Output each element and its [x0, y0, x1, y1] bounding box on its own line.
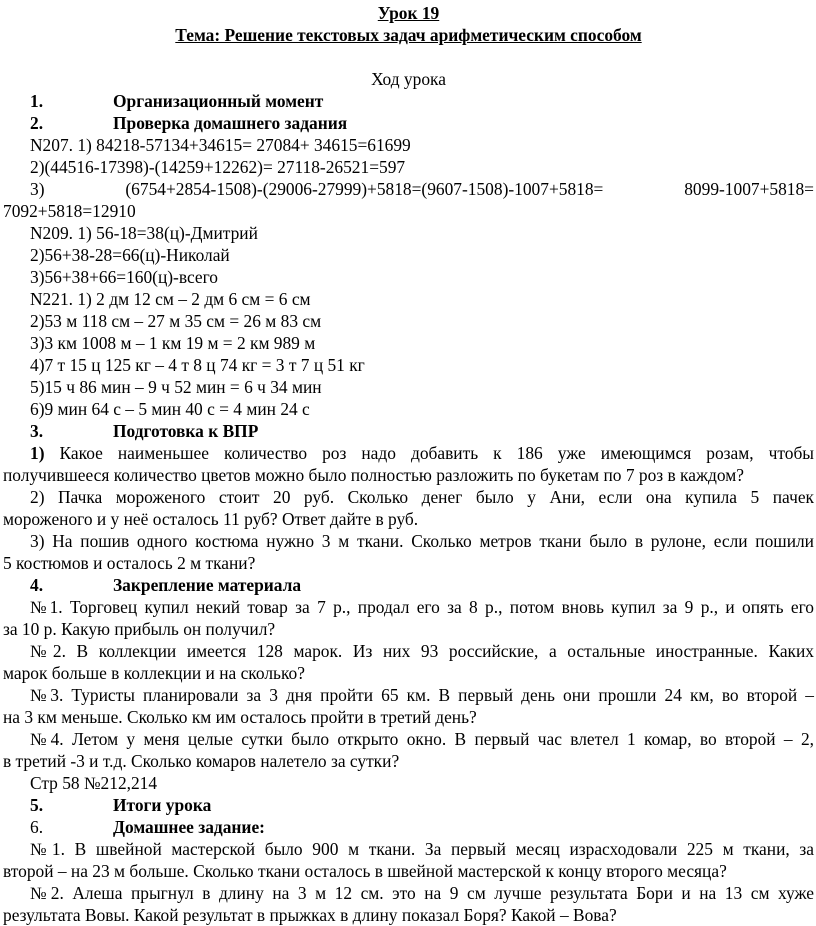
- section-heading-1: [3, 90, 814, 112]
- homework-task-2: №2. Алеша прыгнул в длину на 3 м 12 см. это на 9 см лучше результата Бори и на 13 см хуже: [30, 883, 814, 903]
- section-heading-3: [3, 420, 814, 442]
- vpr-question-1: [3, 442, 814, 464]
- homework-task-1: №1. В швейной мастерской было 900 м ткани. За первый месяц израсходовали 225 м ткани, за: [30, 839, 814, 859]
- homework-check-line: 6)9 мин 64 с – 5 мин 40 с = 4 мин 24 с: [30, 399, 310, 419]
- item-number: 3): [30, 179, 45, 199]
- problem-4-cont: в третий -3 и т.д. Сколько комаров налетело за сутки?: [3, 751, 400, 771]
- homework-check-line: N209. 1) 56-18=38(ц)-Дмитрий: [30, 223, 258, 243]
- section-heading-4: [3, 574, 814, 596]
- section-number: 4.: [30, 575, 44, 595]
- section-number: 1.: [30, 91, 44, 111]
- question-number: 1): [30, 443, 45, 463]
- homework-check-line: 5)15 ч 86 мин – 9 ч 52 мин = 6 ч 34 мин: [30, 377, 322, 397]
- section-title: Закрепление материала: [113, 575, 302, 595]
- homework-check-line: 3)56+38+66=160(ц)-всего: [30, 267, 219, 287]
- vpr-question-1-cont: получившееся количество цветов можно было полностью разложить по букетам по 7 роз в каждом?: [3, 465, 744, 485]
- section-number: 6.: [30, 817, 44, 837]
- expression-part: 8099-1007+5818=: [684, 179, 814, 199]
- vpr-question-3-cont: 5 костюмов и осталось 2 м ткани?: [3, 553, 256, 573]
- section-title: Домашнее задание:: [113, 817, 265, 837]
- problem-1: №1. Торговец купил некий товар за 7 р., продал его за 8 р., потом вновь купил за 9 р., и опять его: [30, 597, 814, 617]
- section-number: 5.: [30, 795, 44, 815]
- section-heading-2: [3, 112, 814, 134]
- homework-check-line: 4)7 т 15 ц 125 кг – 4 т 8 ц 74 кг = 3 т 7 ц 51 кг: [30, 355, 365, 375]
- homework-check-line: 7092+5818=12910: [3, 201, 136, 221]
- section-title: Подготовка к ВПР: [113, 421, 259, 441]
- lesson-title: Урок 19: [377, 3, 440, 23]
- problem-1-cont: за 10 р. Какую прибыль он получил?: [3, 619, 276, 639]
- homework-check-line: 2)(44516-17398)-(14259+12262)= 27118-26521=597: [30, 157, 406, 177]
- homework-task-2-cont: результата Вовы. Какой результат в прыжках в длину показал Боря? Какой – Вова?: [3, 905, 617, 925]
- page-reference: Стр 58 №212,214: [30, 773, 158, 793]
- lesson-topic: Тема: Решение текстовых задач арифметическим способом: [175, 25, 642, 45]
- expression-part: (6754+2854-1508)-(29006-27999)+5818=(9607-1508)-1007+5818=: [125, 179, 604, 199]
- homework-check-line: [3, 178, 814, 200]
- homework-check-line: 2)53 м 118 см – 27 м 35 см = 26 м 83 см: [30, 311, 322, 331]
- section-heading-6: [3, 816, 814, 838]
- vpr-question-2-cont: мороженого и у неё осталось 11 руб? Ответ дайте в руб.: [3, 509, 419, 529]
- course-heading: Ход урока: [371, 69, 446, 89]
- problem-3-cont: на 3 км меньше. Сколько км им осталось пройти в третий день?: [3, 707, 477, 727]
- section-title: Итоги урока: [113, 795, 212, 815]
- homework-check-line: 2)56+38-28=66(ц)-Николай: [30, 245, 230, 265]
- homework-task-1-cont: второй – на 23 м больше. Сколько ткани осталось в швейной мастерской к концу второго месяца?: [3, 861, 727, 881]
- vpr-question-3: 3) На пошив одного костюма нужно 3 м ткани. Сколько метров ткани было в рулоне, если пошили: [30, 531, 814, 551]
- section-number: 2.: [30, 113, 44, 133]
- section-title: Проверка домашнего задания: [113, 113, 348, 133]
- homework-check-line: 3)3 км 1008 м – 1 км 19 м = 2 км 989 м: [30, 333, 316, 353]
- section-heading-5: [3, 794, 814, 816]
- document-page: [0, 2, 816, 925]
- problem-4: №4. Летом у меня целые сутки было открыто окно. В первый час влетел 1 комар, во второй – 2,: [30, 729, 814, 749]
- question-text: Какое наименьшее количество роз надо добавить к 186 уже имеющимся розам, чтобы: [44, 443, 814, 463]
- problem-2: №2. В коллекции имеется 128 марок. Из них 93 российские, а остальные иностранные. Каких: [30, 641, 814, 661]
- vpr-question-2: 2) Пачка мороженого стоит 20 руб. Сколько денег было у Ани, если она купила 5 пачек: [30, 487, 814, 507]
- homework-check-line: N207. 1) 84218-57134+34615= 27084+ 34615=61699: [30, 135, 411, 155]
- homework-check-line: N221. 1) 2 дм 12 см – 2 дм 6 см = 6 см: [30, 289, 311, 309]
- section-title: Организационный момент: [113, 91, 324, 111]
- problem-2-cont: марок больше в коллекции и на сколько?: [3, 663, 305, 683]
- problem-3: №3. Туристы планировали за 3 дня пройти 65 км. В первый день они прошли 24 км, во второй –: [30, 685, 814, 705]
- section-number: 3.: [30, 421, 44, 441]
